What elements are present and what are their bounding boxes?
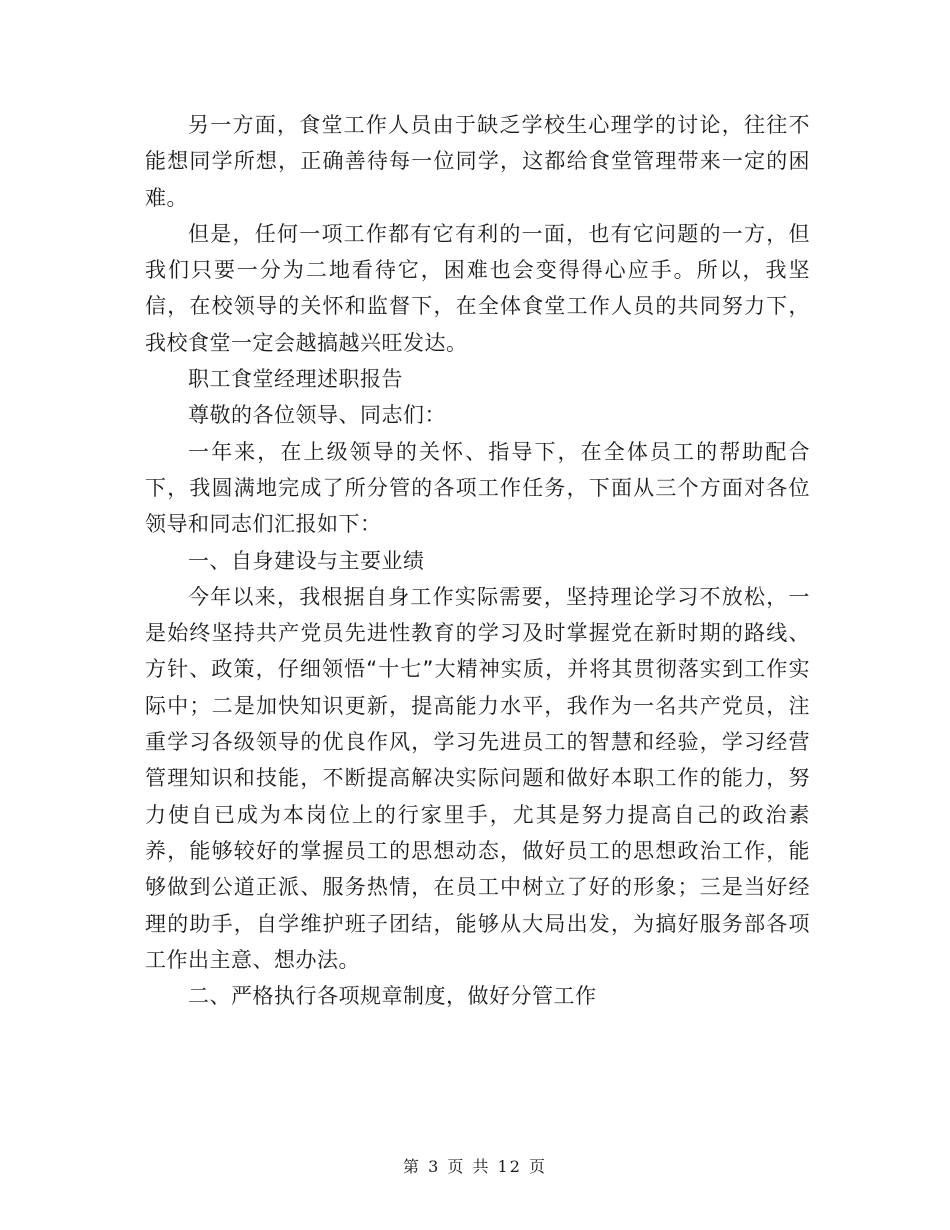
heading-2: 二、严格执行各项规章制度，做好分管工作 bbox=[188, 984, 597, 1009]
paragraph-1: 另一方面，食堂工作人员由于缺乏学校生心理学的讨论，往往不能想同学所想，正确善待每一位同学，这都给食堂管理带来一定的困难。 bbox=[145, 113, 810, 210]
paragraph-main: 今年以来，我根据自身工作实际需要，坚持理论学习不放松，一是始终坚持共产党员先进性教育的学习及时掌握党在新时期的路线、方针、政策，仔细领悟“十七”大精神实质，并将其贯彻落实到工作实际中；二是加快知识更新，提高能力水平，我作为一名共产党员，注重学习各级领导的优良作风，学习先进员工的智慧和经验，学习经营管理知识和技能，不断提高解决实际问题和做好本职工作的能力，努力使自已成为本岗位上的行家里手，尤其是努力提高自己的政治素养，能够较好的掌握员工的思想动态，做好员工的思想政治工作，能够做到公道正派、服务热情，在员工中树立了好的形象；三是当好经理的助手，自学维护班子团结，能够从大局出发，为搞好服务部各项工作出主意、想办法。 bbox=[145, 584, 810, 972]
paragraph-2: 但是，任何一项工作都有它有利的一面，也有它问题的一方，但我们只要一分为二地看待它，困难也会变得得心应手。所以，我坚信，在校领导的关怀和监督下，在全体食堂工作人员的共同努力下，我校食堂一定会越搞越兴旺发达。 bbox=[145, 221, 810, 355]
salutation: 尊敬的各位领导、同志们： bbox=[188, 403, 446, 428]
heading-1: 一、自身建设与主要业绩 bbox=[188, 548, 425, 573]
page-number-footer: 第 3 页 共 12 页 bbox=[403, 1157, 547, 1176]
section-title: 职工食堂经理述职报告 bbox=[188, 367, 403, 392]
document-body bbox=[145, 107, 810, 1014]
paragraph-intro: 一年来，在上级领导的关怀、指导下，在全体员工的帮助配合下，我圆满地完成了所分管的各项工作任务，下面从三个方面对各位领导和同志们汇报如下： bbox=[145, 439, 810, 537]
